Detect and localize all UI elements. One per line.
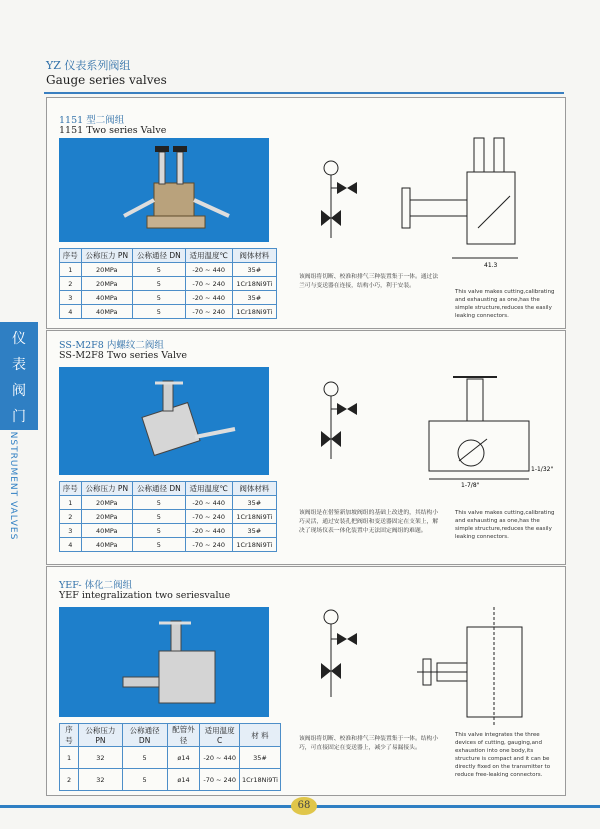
valve-image (59, 138, 269, 242)
table-header: 公称压力 PN (79, 724, 123, 747)
side-char: 仪 (12, 331, 26, 347)
table-header: 适用温度℃ (185, 249, 232, 263)
table-header: 配管外径 (167, 724, 200, 747)
side-tab (0, 322, 38, 430)
table-header: 公称通径 DN (132, 482, 185, 496)
description-cn: 该阀组将切断、校准和排气三种装置集于一体。通过法兰可与变送器在连接，结构小巧，利于安装。 (299, 274, 439, 289)
side-char: 门 (12, 409, 26, 425)
side-char: 阀 (12, 383, 26, 399)
valve-schematic (317, 607, 377, 707)
table-header: 材 料 (239, 724, 280, 747)
section-title-cn: 1151 型二阀组 (59, 115, 125, 126)
table-row: 1 20MPa 5 -20 ~ 440 35# (60, 496, 277, 510)
table-row: 3 40MPa 5 -20 ~ 440 35# (60, 524, 277, 538)
valve-drawing (397, 597, 537, 727)
section-yef (46, 566, 566, 796)
dimension-label: 41.3 (484, 262, 498, 268)
valve-drawing (392, 128, 532, 268)
spec-table (59, 248, 277, 319)
side-label-en: INSTRUMENT VALVES (8, 428, 18, 541)
table-header: 适用温度℃ (185, 482, 232, 496)
description-en: This valve makes cutting,calibrating and exhausting as one,has the simple structure,reduces the easily leaking connectors. (455, 289, 555, 319)
section-ss-m2f8 (46, 330, 566, 565)
table-header: 阀体材料 (232, 482, 276, 496)
header-rule (44, 92, 564, 94)
dimension-label: 1-1/32" (531, 466, 554, 473)
spec-table (59, 723, 281, 791)
valve-photo (59, 367, 269, 475)
table-row: 2 32 5 ø14 -70 ~ 240 1Cr18Ni9Ti (60, 769, 281, 791)
section-title-en: 1151 Two series Valve (59, 125, 167, 136)
header-title-en: Gauge series valves (46, 73, 167, 87)
description-cn: 该阀组是在借鉴新加坡阀组的基础上改进的，其结构小巧灵活，通过安装孔把阀组和变送器固定在支架上，解决了现场仪表一体化装置中无法固定阀组的难题。 (299, 510, 439, 534)
valve-schematic (317, 379, 377, 469)
table-row: 1 20MPa 5 -20 ~ 440 35# (60, 263, 277, 277)
valve-schematic (317, 158, 377, 248)
description-cn: 该阀组将切断、校准和排气三种装置集于一体。结构小巧，可直接固定在变送器上，减少了易漏接头。 (299, 736, 439, 751)
table-row: 2 20MPa 5 -70 ~ 240 1Cr18Ni9Ti (60, 277, 277, 291)
table-header: 公称通径 DN (122, 724, 167, 747)
page-number: 68 (291, 797, 317, 815)
description-en: This valve integrates the three devices of cutting, gauging,and exhaustion into one body,its structure is compact and it can be directly fixed on the transmitter to reduce free-leaking connectors. (455, 732, 551, 778)
table-row: 2 20MPa 5 -70 ~ 240 1Cr18Ni9Ti (60, 510, 277, 524)
description-en: This valve makes cutting,calibrating and exhausting as one,has the simple structure,reduces the easily leaking connectors. (455, 510, 555, 540)
table-row: 4 40MPa 5 -70 ~ 240 1Cr18Ni9Ti (60, 305, 277, 319)
table-header: 序号 (60, 482, 82, 496)
table-header: 阀体材料 (232, 249, 276, 263)
section-title-en: YEF integralization two seriesvalue (59, 590, 231, 601)
valve-photo (59, 607, 269, 717)
section-title-cn: SS-M2F8 内螺纹二阀组 (59, 340, 164, 351)
valve-image (59, 607, 269, 717)
table-row: 3 40MPa 5 -20 ~ 440 35# (60, 291, 277, 305)
spec-table (59, 481, 277, 552)
side-char: 表 (12, 357, 26, 373)
valve-image (59, 367, 269, 475)
section-title-en: SS-M2F8 Two series Valve (59, 350, 187, 361)
table-header: 适用温度 C (200, 724, 240, 747)
section-title-cn: YEF- 体化二阀组 (59, 580, 133, 591)
table-header: 序号 (60, 249, 82, 263)
table-row: 4 40MPa 5 -70 ~ 240 1Cr18Ni9Ti (60, 538, 277, 552)
table-header: 公称压力 PN (81, 482, 132, 496)
table-row: 1 32 5 ø14 -20 ~ 440 35# (60, 747, 281, 769)
valve-drawing (419, 361, 559, 491)
table-header: 公称通径 DN (132, 249, 185, 263)
section-1151 (46, 97, 566, 329)
table-header: 序号 (60, 724, 79, 747)
table-header: 公称压力 PN (81, 249, 132, 263)
dimension-label: 1-7/8" (461, 482, 480, 489)
valve-photo (59, 138, 269, 242)
header-title-cn: YZ 仪表系列阀组 (46, 59, 131, 72)
